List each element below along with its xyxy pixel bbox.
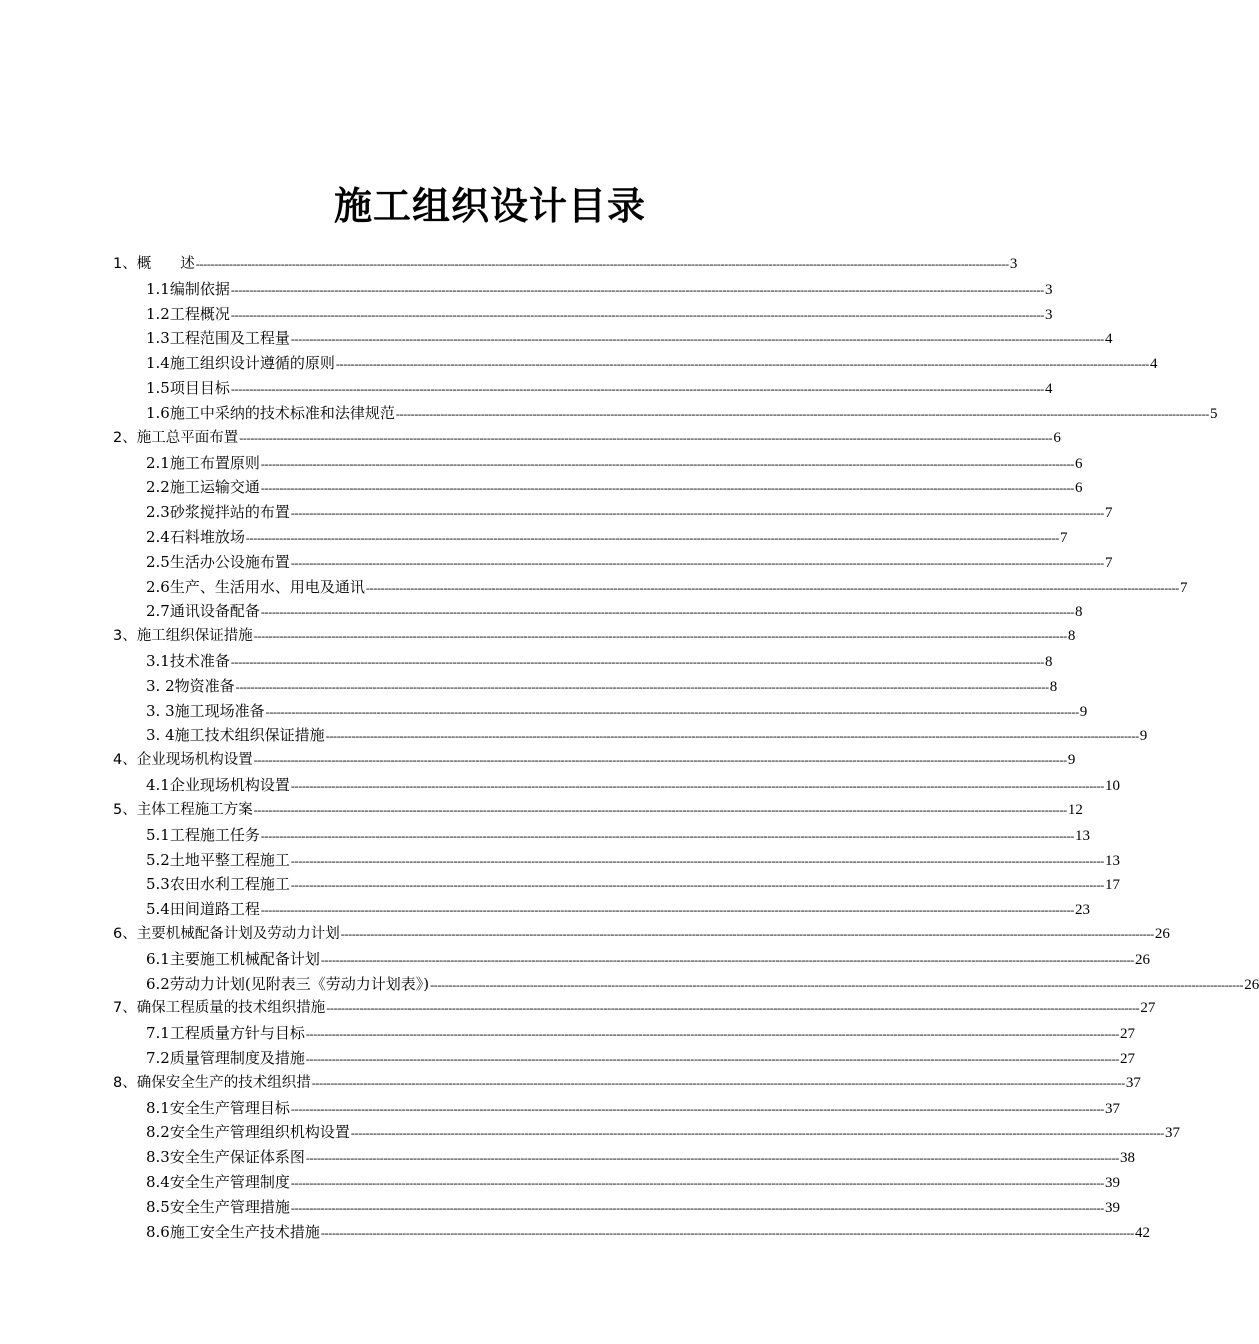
toc-page-number: 7 [1180, 579, 1188, 596]
toc-page-number: 9 [1079, 703, 1088, 720]
toc-entry-label: 1、概 述 [113, 256, 195, 272]
toc-entry-label: 8.1安全生产管理目标 [146, 1098, 290, 1117]
toc-section-entry[interactable] [113, 723, 1148, 748]
toc-dot-leader: ---------------------------------------------------------------------------------------------------------------------------------------------------------------------------------------------------------------------------- [290, 853, 1105, 868]
toc-page-number: 38 [1120, 1150, 1136, 1167]
toc-page-number: 8 [1067, 628, 1076, 645]
toc-entry-label: 5、主体工程施工方案 [113, 801, 253, 818]
toc-entry-label: 2.4石料堆放场 [146, 527, 245, 546]
toc-section-entry[interactable] [113, 302, 1053, 327]
toc-entry-label: 2.7通讯设备配备 [146, 602, 260, 621]
toc-dot-leader: ---------------------------------------------------------------------------------------------------------------------------------------------------------------------------------------------------------------------------- [350, 1126, 1165, 1141]
toc-section-entry[interactable] [113, 1096, 1121, 1121]
toc-section-entry[interactable] [113, 277, 1053, 302]
toc-page-number: 9 [1067, 752, 1076, 769]
toc-dot-leader: ---------------------------------------------------------------------------------------------------------------------------------------------------------------------------------------------------------------------------- [230, 282, 1045, 297]
toc-chapter-entry[interactable] [113, 996, 1156, 1021]
toc-section-entry[interactable] [113, 823, 1091, 848]
toc-page-number: 23 [1075, 902, 1091, 919]
toc-dot-leader: ---------------------------------------------------------------------------------------------------------------------------------------------------------------------------------------------------------------------------- [235, 679, 1049, 694]
toc-section-entry[interactable] [113, 649, 1053, 674]
toc-entry-label: 1.5项目目标 [146, 379, 230, 398]
toc-section-entry[interactable] [113, 848, 1121, 873]
toc-section-entry[interactable] [113, 451, 1083, 476]
toc-dot-leader: ---------------------------------------------------------------------------------------------------------------------------------------------------------------------------------------------------------------------------- [253, 753, 1067, 768]
toc-dot-leader: ---------------------------------------------------------------------------------------------------------------------------------------------------------------------------------------------------------------------------- [230, 382, 1045, 397]
toc-dot-leader: ---------------------------------------------------------------------------------------------------------------------------------------------------------------------------------------------------------------------------- [260, 903, 1075, 918]
toc-page-number: 13 [1105, 852, 1121, 869]
toc-chapter-entry[interactable] [113, 1071, 1141, 1096]
toc-entry-label: 3. 2物资准备 [146, 676, 235, 695]
toc-entry-label: 2.1施工布置原则 [146, 453, 260, 472]
toc-entry-label: 2.5生活办公设施布置 [146, 552, 290, 571]
toc-dot-leader: ---------------------------------------------------------------------------------------------------------------------------------------------------------------------------------------------------------------------------- [290, 506, 1105, 521]
toc-entry-label: 5.1工程施工任务 [146, 825, 260, 844]
toc-page-number: 27 [1120, 1026, 1136, 1043]
toc-entry-label: 1.2工程概况 [146, 304, 230, 323]
toc-section-entry[interactable] [113, 1046, 1136, 1071]
toc-page-number: 26 [1135, 951, 1151, 968]
page-title: 施工组织设计目录 [333, 184, 646, 229]
toc-section-entry[interactable] [113, 351, 1158, 376]
toc-section-entry[interactable] [113, 575, 1188, 600]
table-of-contents [113, 252, 1259, 1245]
toc-entry-label: 3. 4施工技术组织保证措施 [146, 726, 325, 745]
toc-entry-label: 1.3工程范围及工程量 [146, 329, 290, 348]
toc-entry-label: 2.2施工运输交通 [146, 478, 260, 497]
toc-page-number: 6 [1075, 480, 1083, 497]
toc-page-number: 6 [1053, 429, 1061, 446]
toc-page-number: 3 [1045, 281, 1053, 298]
toc-entry-label: 2、施工总平面布置 [113, 429, 239, 446]
toc-entry-label: 3、施工组织保证措施 [113, 628, 253, 645]
toc-entry-label: 7、确保工程质量的技术组织措施 [113, 1000, 326, 1017]
toc-dot-leader: ---------------------------------------------------------------------------------------------------------------------------------------------------------------------------------------------------------------------------- [290, 555, 1105, 570]
toc-dot-leader: ---------------------------------------------------------------------------------------------------------------------------------------------------------------------------------------------------------------------------- [290, 779, 1105, 794]
toc-section-entry[interactable] [113, 1170, 1121, 1195]
toc-dot-leader: ---------------------------------------------------------------------------------------------------------------------------------------------------------------------------------------------------------------------------- [365, 580, 1180, 595]
toc-dot-leader: ---------------------------------------------------------------------------------------------------------------------------------------------------------------------------------------------------------------------------- [320, 1225, 1135, 1240]
toc-dot-leader: ---------------------------------------------------------------------------------------------------------------------------------------------------------------------------------------------------------------------------- [326, 1001, 1140, 1016]
toc-entry-label: 5.2土地平整工程施工 [146, 850, 290, 869]
toc-page-number: 42 [1135, 1224, 1151, 1241]
toc-page-number: 39 [1105, 1175, 1121, 1192]
toc-dot-leader: ---------------------------------------------------------------------------------------------------------------------------------------------------------------------------------------------------------------------------- [290, 1200, 1105, 1215]
toc-dot-leader: ---------------------------------------------------------------------------------------------------------------------------------------------------------------------------------------------------------------------------- [253, 802, 1067, 817]
toc-page-number: 5 [1210, 405, 1218, 422]
toc-section-entry[interactable] [113, 326, 1113, 351]
toc-dot-leader: ---------------------------------------------------------------------------------------------------------------------------------------------------------------------------------------------------------------------------- [195, 257, 1009, 271]
toc-dot-leader: ---------------------------------------------------------------------------------------------------------------------------------------------------------------------------------------------------------------------------- [290, 332, 1105, 347]
toc-entry-label: 8、确保安全生产的技术组织措 [113, 1074, 311, 1091]
toc-page-number: 6 [1075, 455, 1083, 472]
toc-dot-leader: ---------------------------------------------------------------------------------------------------------------------------------------------------------------------------------------------------------------------------- [290, 878, 1105, 893]
toc-dot-leader: ---------------------------------------------------------------------------------------------------------------------------------------------------------------------------------------------------------------------------- [305, 1151, 1120, 1166]
toc-section-entry[interactable] [113, 897, 1091, 922]
toc-dot-leader: ---------------------------------------------------------------------------------------------------------------------------------------------------------------------------------------------------------------------------- [253, 629, 1067, 644]
toc-page-number: 4 [1150, 356, 1158, 373]
toc-page-number: 26 [1244, 976, 1259, 993]
toc-page-number: 12 [1067, 801, 1083, 818]
toc-dot-leader: ---------------------------------------------------------------------------------------------------------------------------------------------------------------------------------------------------------------------------- [290, 1176, 1105, 1191]
toc-dot-leader: ---------------------------------------------------------------------------------------------------------------------------------------------------------------------------------------------------------------------------- [335, 357, 1150, 372]
toc-section-entry[interactable] [113, 599, 1083, 624]
toc-entry-label: 4、企业现场机构设置 [113, 752, 253, 769]
toc-dot-leader: ---------------------------------------------------------------------------------------------------------------------------------------------------------------------------------------------------------------------------- [395, 406, 1210, 421]
toc-dot-leader: ---------------------------------------------------------------------------------------------------------------------------------------------------------------------------------------------------------------------------- [260, 481, 1075, 496]
toc-page-number: 4 [1105, 331, 1113, 348]
toc-chapter-entry[interactable] [113, 252, 1018, 277]
toc-entry-label: 2.3砂浆搅拌站的布置 [146, 503, 290, 522]
toc-section-entry[interactable] [113, 1195, 1121, 1220]
toc-dot-leader: ---------------------------------------------------------------------------------------------------------------------------------------------------------------------------------------------------------------------------- [430, 977, 1244, 992]
toc-chapter-entry[interactable] [113, 922, 1170, 947]
toc-dot-leader: ---------------------------------------------------------------------------------------------------------------------------------------------------------------------------------------------------------------------------- [230, 307, 1045, 322]
toc-dot-leader: ---------------------------------------------------------------------------------------------------------------------------------------------------------------------------------------------------------------------------- [311, 1075, 1125, 1090]
toc-page-number: 8 [1049, 678, 1058, 695]
toc-page-number: 27 [1120, 1051, 1136, 1067]
toc-entry-label: 3. 3施工现场准备 [146, 701, 265, 720]
toc-page-number: 13 [1075, 827, 1091, 844]
toc-page-number: 37 [1125, 1074, 1141, 1091]
toc-entry-label: 6、主要机械配备计划及劳动力计划 [113, 925, 340, 942]
toc-entry-label: 8.3安全生产保证体系图 [146, 1148, 305, 1167]
toc-dot-leader: ---------------------------------------------------------------------------------------------------------------------------------------------------------------------------------------------------------------------------- [340, 926, 1154, 941]
toc-dot-leader: ---------------------------------------------------------------------------------------------------------------------------------------------------------------------------------------------------------------------------- [265, 704, 1079, 719]
toc-entry-label: 8.6施工安全生产技术措施 [146, 1222, 320, 1241]
toc-entry-label: 1.6施工中采纳的技术标准和法律规范 [146, 403, 395, 422]
toc-dot-leader: ---------------------------------------------------------------------------------------------------------------------------------------------------------------------------------------------------------------------------- [320, 952, 1135, 967]
toc-page-number: 7 [1105, 505, 1113, 522]
toc-chapter-entry[interactable] [113, 798, 1083, 823]
toc-dot-leader: ---------------------------------------------------------------------------------------------------------------------------------------------------------------------------------------------------------------------------- [245, 530, 1060, 545]
toc-page-number: 7 [1060, 529, 1068, 546]
toc-dot-leader: ---------------------------------------------------------------------------------------------------------------------------------------------------------------------------------------------------------------------------- [305, 1052, 1120, 1066]
toc-section-entry[interactable] [113, 872, 1121, 897]
toc-chapter-entry[interactable] [113, 748, 1076, 773]
toc-entry-label: 2.6生产、生活用水、用电及通讯 [146, 577, 365, 596]
toc-page-number: 17 [1105, 877, 1121, 894]
toc-dot-leader: ---------------------------------------------------------------------------------------------------------------------------------------------------------------------------------------------------------------------------- [325, 729, 1139, 744]
toc-entry-label: 5.3农田水利工程施工 [146, 875, 290, 894]
toc-dot-leader: ---------------------------------------------------------------------------------------------------------------------------------------------------------------------------------------------------------------------------- [305, 1027, 1120, 1042]
toc-entry-label: 6.1主要施工机械配备计划 [146, 949, 320, 968]
toc-entry-label: 8.5安全生产管理措施 [146, 1197, 290, 1216]
toc-entry-label: 6.2劳动力计划(见附表三《劳动力计划表》) [146, 974, 430, 993]
toc-dot-leader: ---------------------------------------------------------------------------------------------------------------------------------------------------------------------------------------------------------------------------- [230, 655, 1045, 669]
toc-dot-leader: ---------------------------------------------------------------------------------------------------------------------------------------------------------------------------------------------------------------------------- [290, 1101, 1105, 1116]
toc-dot-leader: ---------------------------------------------------------------------------------------------------------------------------------------------------------------------------------------------------------------------------- [260, 828, 1075, 843]
toc-dot-leader: ---------------------------------------------------------------------------------------------------------------------------------------------------------------------------------------------------------------------------- [239, 430, 1053, 445]
toc-section-entry[interactable] [113, 500, 1113, 525]
toc-page-number: 7 [1105, 554, 1113, 571]
toc-page-number: 8 [1045, 654, 1053, 670]
toc-entry-label: 7.2质量管理制度及措施 [146, 1049, 305, 1067]
toc-section-entry[interactable] [113, 1021, 1136, 1046]
toc-entry-label: 1.4施工组织设计遵循的原则 [146, 354, 335, 373]
toc-entry-label: 7.1工程质量方针与目标 [146, 1024, 305, 1043]
toc-section-entry[interactable] [113, 699, 1088, 724]
toc-section-entry[interactable] [113, 376, 1053, 401]
toc-section-entry[interactable] [113, 475, 1083, 500]
toc-page-number: 3 [1045, 306, 1053, 323]
toc-section-entry[interactable] [113, 1145, 1136, 1170]
toc-section-entry[interactable] [113, 550, 1113, 575]
toc-page-number: 4 [1045, 381, 1053, 398]
toc-page-number: 27 [1140, 1000, 1156, 1017]
toc-page-number: 37 [1165, 1125, 1181, 1142]
toc-entry-label: 1.1编制依据 [146, 279, 230, 298]
toc-page-number: 8 [1075, 604, 1083, 621]
toc-page-number: 39 [1105, 1199, 1121, 1216]
toc-chapter-entry[interactable] [113, 426, 1061, 451]
toc-section-entry[interactable] [113, 1120, 1181, 1145]
toc-section-entry[interactable] [113, 947, 1151, 972]
toc-section-entry[interactable] [113, 773, 1121, 798]
toc-dot-leader: ---------------------------------------------------------------------------------------------------------------------------------------------------------------------------------------------------------------------------- [260, 605, 1075, 620]
toc-entry-label: 4.1企业现场机构设置 [146, 776, 290, 795]
toc-section-entry[interactable] [113, 401, 1218, 426]
toc-section-entry[interactable] [113, 525, 1068, 550]
toc-section-entry[interactable] [113, 674, 1058, 699]
toc-dot-leader: ---------------------------------------------------------------------------------------------------------------------------------------------------------------------------------------------------------------------------- [260, 456, 1075, 471]
toc-entry-label: 8.4安全生产管理制度 [146, 1173, 290, 1192]
toc-section-entry[interactable] [113, 1220, 1151, 1245]
toc-page-number: 37 [1105, 1100, 1121, 1117]
toc-page-number: 3 [1009, 256, 1018, 272]
toc-chapter-entry[interactable] [113, 624, 1076, 649]
toc-page-number: 26 [1154, 925, 1170, 942]
toc-entry-label: 5.4田间道路工程 [146, 900, 260, 919]
toc-entry-label: 8.2安全生产管理组织机构设置 [146, 1123, 350, 1142]
toc-entry-label: 3.1技术准备 [146, 652, 230, 670]
toc-page-number: 9 [1139, 728, 1148, 745]
toc-section-entry[interactable] [113, 972, 1259, 997]
toc-page-number: 10 [1105, 778, 1121, 795]
